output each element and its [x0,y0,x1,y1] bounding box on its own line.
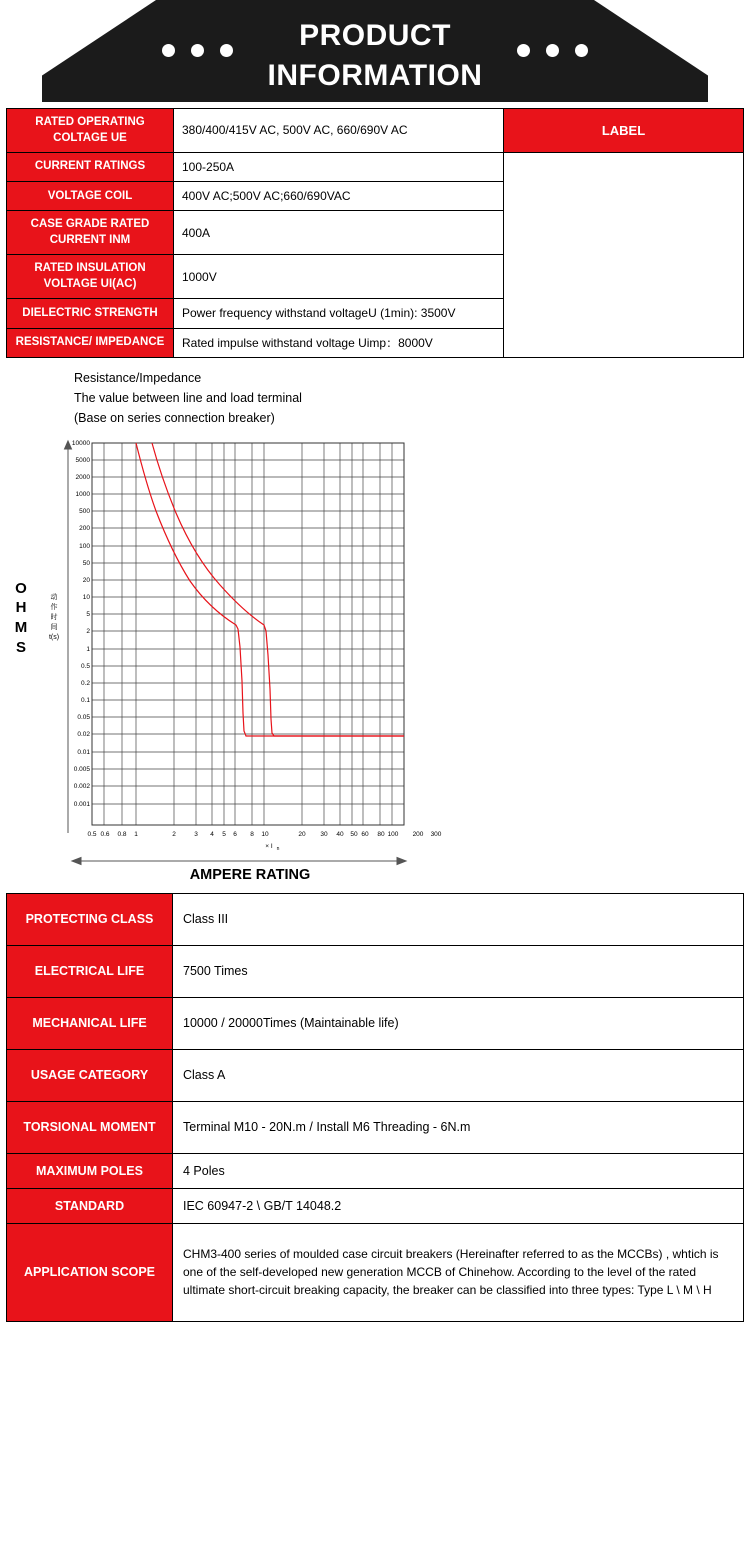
svg-text:60: 60 [361,830,369,838]
attributes-table [6,893,744,1322]
attributes-table-section [0,889,750,1332]
decorative-dot-icon [575,44,588,57]
svg-text:1: 1 [86,645,90,653]
decorative-dot-icon [546,44,559,57]
spec-table-section [0,102,750,358]
spec-key: DIELECTRIC STRENGTH [7,299,174,328]
spec-value: 380/400/415V AC, 500V AC, 660/690V AC [174,109,504,153]
svg-text:4: 4 [210,830,214,838]
chart-x-axis-title: AMPERE RATING [189,866,311,883]
page-title [0,16,750,96]
table-row [7,109,744,153]
attribute-key: STANDARD [7,1188,173,1223]
table-row [7,1188,744,1223]
decorative-dot-icon [162,44,175,57]
svg-text:80: 80 [377,830,385,838]
attribute-value: Class III [173,893,744,945]
svg-text:5000: 5000 [75,456,90,464]
decorative-dot-icon [517,44,530,57]
svg-text:2000: 2000 [75,473,90,481]
svg-text:1: 1 [134,830,138,838]
svg-text:100: 100 [387,830,399,838]
svg-text:8: 8 [250,830,254,838]
attribute-key: MECHANICAL LIFE [7,997,173,1049]
svg-text:10: 10 [261,830,269,838]
table-row [7,997,744,1049]
svg-text:20: 20 [298,830,306,838]
spec-key: CASE GRADE RATED CURRENT INM [7,211,174,255]
attribute-key: TORSIONAL MOMENT [7,1101,173,1153]
chart-note-line: (Base on series connection breaker) [74,411,275,426]
svg-text:3: 3 [194,830,198,838]
spec-value: 100-250A [174,153,504,182]
svg-text:20: 20 [82,576,90,584]
table-row [7,153,744,182]
attribute-value: 4 Poles [173,1153,744,1188]
attribute-key: ELECTRICAL LIFE [7,945,173,997]
attribute-value: 10000 / 20000Times (Maintainable life) [173,997,744,1049]
svg-text:200: 200 [412,830,424,838]
svg-text:50: 50 [350,830,358,838]
svg-text:0.5: 0.5 [80,662,90,670]
spec-key: RESISTANCE/ IMPEDANCE [7,328,174,357]
svg-text:t(s): t(s) [48,633,60,641]
table-row [7,893,744,945]
spec-key: RATED OPERATING COLTAGE UE [7,109,174,153]
attribute-value: Terminal M10 - 20N.m / Install M6 Threading - 6N.m [173,1101,744,1153]
svg-text:0.05: 0.05 [77,713,90,721]
svg-text:200: 200 [79,524,90,532]
spec-key: VOLTAGE COIL [7,182,174,211]
table-row [7,1153,744,1188]
svg-text:时: 时 [50,613,58,621]
svg-text:0.8: 0.8 [117,830,127,838]
attribute-key: MAXIMUM POLES [7,1153,173,1188]
spec-value: 400V AC;500V AC;660/690VAC [174,182,504,211]
chart-y-axis-title: O H M S [14,579,28,656]
banner-dots-left [162,44,233,57]
svg-text:作: 作 [50,603,58,611]
page-title-line-1: PRODUCT [299,19,451,52]
spec-key: CURRENT RATINGS [7,153,174,182]
attribute-key: APPLICATION SCOPE [7,1223,173,1321]
spec-value: Rated impulse withstand voltage Uimp：8000V [174,328,504,357]
svg-text:2: 2 [172,830,176,838]
table-row [7,1223,744,1321]
table-row [7,945,744,997]
label-image-cell [504,153,744,358]
svg-text:0.5: 0.5 [87,830,97,838]
chart-note-line: The value between line and load terminal [74,391,302,406]
attribute-key: USAGE CATEGORY [7,1049,173,1101]
svg-text:0.001: 0.001 [73,800,90,808]
svg-text:× I: × I [265,842,273,850]
svg-text:0.005: 0.005 [73,765,90,773]
svg-text:0.1: 0.1 [80,696,90,704]
table-row [7,1049,744,1101]
svg-text:0.002: 0.002 [73,782,90,790]
spec-value: 1000V [174,255,504,299]
svg-text:0.01: 0.01 [77,748,90,756]
attribute-value: Class A [173,1049,744,1101]
chart-note-line: Resistance/Impedance [74,370,202,385]
attribute-value: IEC 60947-2 \ GB/T 14048.2 [173,1188,744,1223]
tripping-curve-section [0,358,750,889]
decorative-dot-icon [220,44,233,57]
spec-table [6,108,744,358]
attribute-key: PROTECTING CLASS [7,893,173,945]
svg-text:100: 100 [79,542,90,550]
table-row [7,1101,744,1153]
tripping-curve-upper [152,443,404,736]
banner-dots-right [517,44,588,57]
svg-text:0.2: 0.2 [80,679,90,687]
chart-area [0,433,750,885]
chart-notes [74,368,750,429]
attribute-value: CHM3-400 series of moulded case circuit breakers (Hereinafter referred to as the MCCBs) , whtich is one of the self-developed new generation MCCB of Chinehow. According to the level of the rated ultimate short-circuit breaking capacity, the breaker can be classified into three types: Type L \ M \ H [173,1223,744,1321]
header-banner [0,0,750,102]
svg-text:40: 40 [336,830,344,838]
svg-text:0.02: 0.02 [77,730,90,738]
svg-text:动: 动 [50,593,58,601]
svg-text:10: 10 [82,593,90,601]
spec-key: RATED INSULATION VOLTAGE UI(AC) [7,255,174,299]
svg-text:500: 500 [79,507,90,515]
attribute-value: 7500 Times [173,945,744,997]
tripping-curve-chart [24,433,444,878]
svg-text:5: 5 [222,830,226,838]
decorative-dot-icon [191,44,204,57]
svg-text:5: 5 [86,610,90,618]
label-header-cell: LABEL [504,109,744,153]
spec-value: Power frequency withstand voltageU (1min): 3500V [174,299,504,328]
chart-canvas [24,433,444,883]
svg-text:300: 300 [430,830,442,838]
svg-text:0.6: 0.6 [100,830,110,838]
svg-text:2: 2 [86,627,90,635]
page-title-line-2: INFORMATION [267,58,483,92]
svg-text:30: 30 [320,830,328,838]
svg-text:n: n [276,845,280,852]
svg-text:50: 50 [82,559,90,567]
spec-value: 400A [174,211,504,255]
svg-text:1000: 1000 [75,490,90,498]
svg-text:10000: 10000 [71,439,90,447]
svg-text:6: 6 [233,830,237,838]
svg-text:间: 间 [50,623,58,631]
